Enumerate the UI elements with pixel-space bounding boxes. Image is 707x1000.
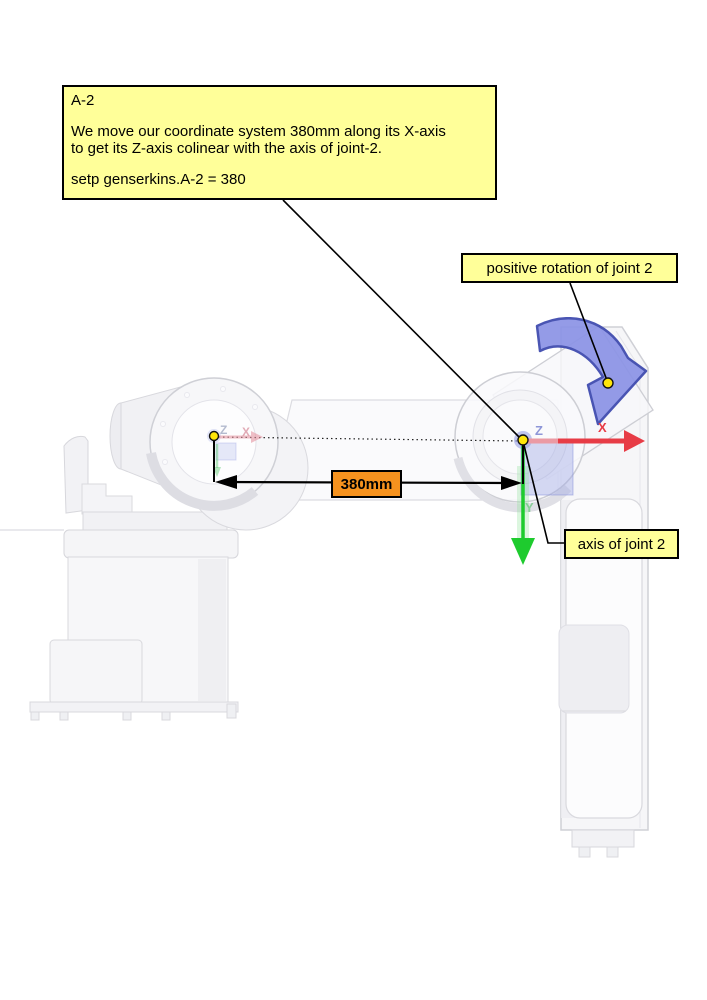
callout-body-line2: to get its Z-axis colinear with the axis of joint-2. <box>71 140 382 157</box>
callout-body-line1: We move our coordinate system 380mm along its X-axis <box>71 123 446 140</box>
joint1-origin-dot <box>210 432 219 441</box>
link-feet <box>579 847 618 857</box>
joint2-x-glyph: X <box>598 420 607 435</box>
callout-command: setp genserkins.A-2 = 380 <box>71 171 246 188</box>
label-positive-rotation: positive rotation of joint 2 <box>461 253 678 283</box>
callout-title: A-2 <box>71 92 95 109</box>
label-axis-of-joint2: axis of joint 2 <box>564 529 679 559</box>
label-dimension-380mm: 380mm <box>331 470 402 498</box>
callout-a2 <box>62 85 497 200</box>
y-axis-arrowhead <box>511 538 535 565</box>
joint1-z-glyph: Z <box>220 423 228 437</box>
joint2-z-glyph: Z <box>535 423 543 438</box>
joint1-x-glyph: X <box>242 425 251 439</box>
joint2-y-glyph: Y <box>525 500 534 515</box>
joint2-origin-dot <box>518 435 528 445</box>
robot-joint1 <box>110 378 308 530</box>
rotation-marker-dot <box>603 378 613 388</box>
